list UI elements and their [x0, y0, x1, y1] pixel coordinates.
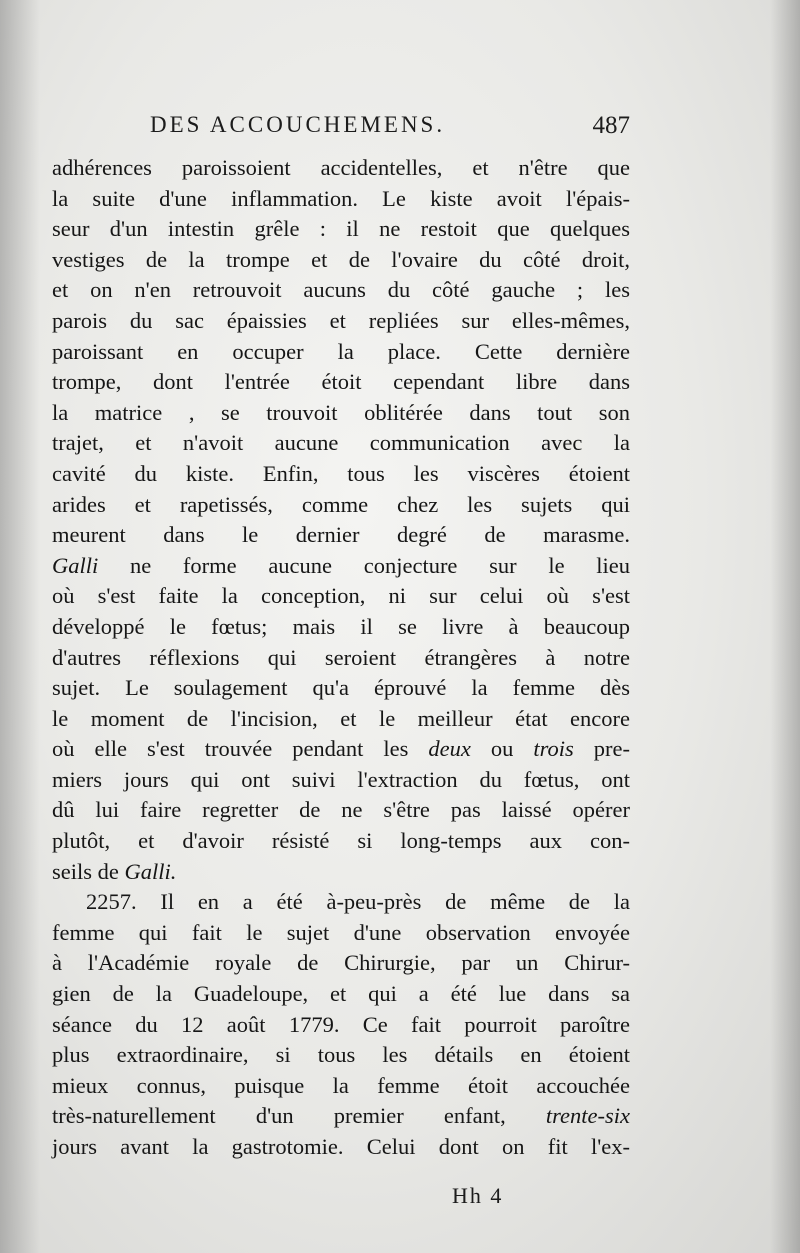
text-line: seur d'un intestin grêle : il ne restoit que quelques	[52, 216, 630, 242]
text-line: sujet. Le soulagement qu'a éprouvé la femme dès	[52, 675, 630, 701]
text-line: femme qui fait le sujet d'une observation envoyée	[52, 919, 630, 945]
text-line: miers jours qui ont suivi l'extraction du fœtus, ont	[52, 766, 630, 792]
text-line: cavité du kiste. Enfin, tous les viscères étoient	[52, 460, 630, 486]
text-line: meurent dans le dernier degré de marasme.	[52, 522, 630, 548]
text-line: paroissant en occuper la place. Cette dernière	[52, 338, 630, 364]
text-line: 2257. Il en a été à-peu-près de même de la	[86, 889, 630, 915]
text-line: parois du sac épaissies et repliées sur elles-mêmes,	[52, 307, 630, 333]
text-line: vestiges de la trompe et de l'ovaire du côté droit,	[52, 246, 630, 272]
text-line: dû lui faire regretter de ne s'être pas laissé opérer	[52, 797, 630, 823]
text-line: la suite d'une inflammation. Le kiste avoit l'épais-	[52, 185, 630, 211]
page-header	[150, 112, 630, 148]
text-line: où elle s'est trouvée pendant les deux ou trois pre-	[52, 736, 631, 762]
text-line: trompe, dont l'entrée étoit cependant libre dans	[52, 369, 630, 395]
page-edge-shadow	[770, 0, 800, 1253]
spine-shadow	[0, 0, 40, 1253]
text-line: seils de Galli.	[52, 858, 177, 884]
text-line: séance du 12 août 1779. Ce fait pourroit paroître	[52, 1011, 630, 1037]
text-line: jours avant la gastrotomie. Celui dont on fit l'ex-	[52, 1134, 630, 1159]
text-line: très-naturellement d'un premier enfant, trente-six	[52, 1103, 630, 1129]
text-line: adhérences paroissoient accidentelles, et n'être que	[52, 155, 630, 180]
text-line: plutôt, et d'avoir résisté si long-temps aux con-	[52, 828, 630, 854]
running-head: DES ACCOUCHEMENS.	[150, 112, 446, 137]
text-line: arides et rapetissés, comme chez les sujets qui	[52, 491, 630, 517]
text-line: à l'Académie royale de Chirurgie, par un Chirur-	[52, 950, 630, 976]
page-number: 487	[592, 112, 630, 139]
text-line: développé le fœtus; mais il se livre à beaucoup	[52, 613, 630, 639]
text-line: d'autres réflexions qui seroient étrangères à notre	[52, 644, 630, 670]
text-line: mieux connus, puisque la femme étoit accouchée	[52, 1072, 630, 1098]
text-line: et on n'en retrouvoit aucuns du côté gauche ; les	[52, 277, 630, 303]
body-text	[52, 153, 630, 1163]
text-line: Galli ne forme aucune conjecture sur le lieu	[52, 552, 630, 578]
text-line: la matrice , se trouvoit oblitérée dans tout son	[52, 399, 630, 425]
text-line: où s'est faite la conception, ni sur celui où s'est	[52, 583, 630, 609]
signature-mark: Hh 4	[452, 1183, 504, 1208]
text-line: plus extraordinaire, si tous les détails en étoient	[52, 1042, 630, 1068]
text-line: trajet, et n'avoit aucune communication avec la	[52, 430, 630, 456]
text-line: le moment de l'incision, et le meilleur état encore	[52, 705, 630, 731]
text-line: gien de la Guadeloupe, et qui a été lue dans sa	[52, 981, 630, 1007]
